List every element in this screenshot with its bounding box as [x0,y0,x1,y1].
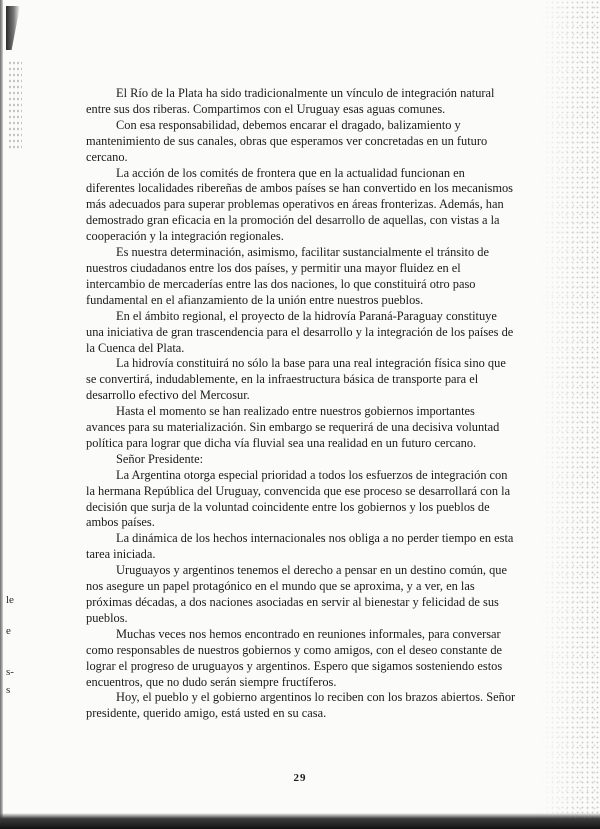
paragraph: Con esa responsabilidad, debemos encarar el dragado, balizamiento y mantenimiento de sus canales, obras que esperamos ver concretadas en un futuro cercano. [86,117,488,164]
paragraph: Muchas veces nos hemos encontrado en reuniones informales, para conversar como responsables de nuestros gobiernos y como amigos, con el deseo constante de lograr el progreso de uruguayos y argentinos. Espero que sigamos sosteniendo estos encuentros, que no dudo serán siempre fructíferos. [86,626,503,689]
page-number: 29 [293,772,307,784]
paragraph: La dinámica de los hechos internacionales nos obliga a no perder tiempo en esta tarea iniciada. [86,531,514,562]
margin-fragment: e [6,625,11,637]
paragraph: La acción de los comités de frontera que en la actualidad funcionan en diferentes localidades ribereñas de ambos países se han convertido en los mecanismos más adecuados para superar problemas operativos en áreas fronterizas. Además, han demostrado gran eficacia en la promoción del desarrollo de aquellas, con vistas a la cooperación y la integración regionales. [86,165,513,244]
margin-fragment: s [6,684,11,696]
margin-fragment: le [6,594,14,606]
scan-left-edge [0,0,3,829]
scan-bottom-shadow [0,813,600,829]
paragraph: Uruguayos y argentinos tenemos el derecho a pensar en un destino común, que nos asegure un papel protagónico en el mundo que se aproxima, y a ver, en las próximas décadas, a dos naciones asociadas en servir al bienestar y felicidad de sus pueblos. [86,563,508,625]
paragraph: En el ámbito regional, el proyecto de la hidrovía Paraná-Paraguay constituye una iniciativa de gran trascendencia para el desarrollo y la integración de los países de la Cuenca del Plata. [86,308,514,355]
paragraph: Es nuestra determinación, asimismo, facilitar sustancialmente el tránsito de nuestros ciudadanos entre los dos países, y permitir una mayor fluidez en el intercambio de mercaderías entre las dos naciones, lo que constituirá otro paso fundamental en el afianzamiento de la unión entre nuestros pueblos. [86,245,489,307]
paragraph: El Río de la Plata ha sido tradicionalmente un vínculo de integración natural entre sus dos riberas. Compartimos con el Uruguay esas aguas comunes. [86,86,495,116]
paragraph: La hidrovía constituirá no sólo la base para una real integración física sino que se convertirá, indudablemente, en la infraestructura básica de transporte para el desarrollo efectivo del Mercosur. [86,356,506,403]
margin-fragment: s- [6,666,14,678]
scan-corner-mark [6,6,20,50]
paragraph: Hasta el momento se han realizado entre nuestros gobiernos importantes avances para su materialización. Sin embargo se requerirá de una decisiva voluntad política para lograr que dicha vía fluvial sea una realidad en un futuro cercano. [86,404,500,450]
speech-body [86,86,516,722]
closing-paragraph: Hoy, el pueblo y el gobierno argentinos lo reciben con los brazos abiertos. Señor presidente, querido amigo, está usted en su casa. [86,690,516,721]
scan-noise-right [540,0,600,829]
paragraph: La Argentina otorga especial prioridad a todos los esfuerzos de integración con la hermana República del Uruguay, convencida que ese proceso se desarrollará con la decisión que surja de la voluntad coincidente entre los gobiernos y los pueblos de ambos países. [86,467,511,530]
salutation: Señor Presidente: [116,451,204,466]
scan-noise-left [8,60,22,150]
